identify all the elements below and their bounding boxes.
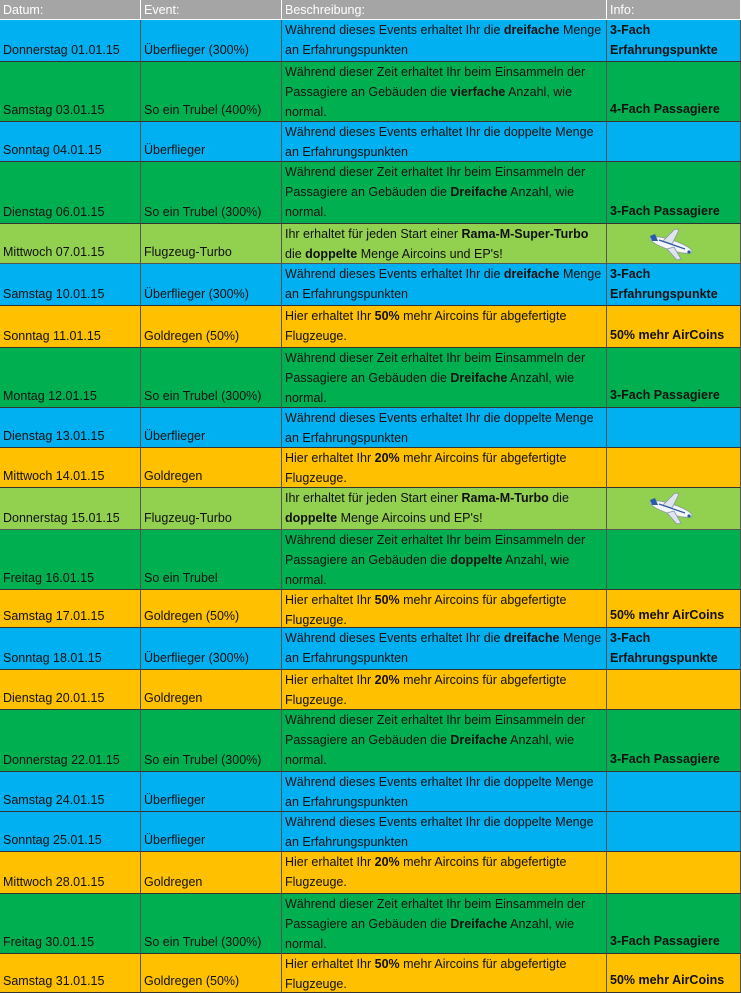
- description-emphasis: Dreifache: [450, 185, 508, 199]
- cell-description: [282, 710, 607, 772]
- description-text: [282, 670, 606, 710]
- description-segment: Während dieser Zeit erhaltet Ihr beim Einsammeln der Passagiere an Gebäuden die: [285, 351, 586, 385]
- description-segment: Menge an Erfahrungspunkten: [285, 23, 602, 57]
- description-segment: die: [548, 491, 569, 505]
- event-text: Goldregen (50%): [144, 329, 240, 343]
- cell-date: [0, 264, 141, 306]
- table-row: [0, 628, 741, 670]
- cell-event: [141, 264, 282, 306]
- table-row: [0, 488, 741, 530]
- date-text: Mittwoch 28.01.15: [3, 875, 105, 889]
- cell-info: [607, 408, 741, 448]
- description-text: [282, 812, 606, 852]
- description-text: [282, 264, 606, 304]
- description-emphasis: 50%: [374, 309, 400, 323]
- cell-event: [141, 448, 282, 488]
- cell-info: [607, 264, 741, 306]
- cell-date: [0, 812, 141, 852]
- cell-event: [141, 894, 282, 954]
- event-text: So ein Trubel (300%): [144, 389, 262, 403]
- event-text: So ein Trubel (300%): [144, 205, 262, 219]
- description-segment: Anzahl, wie normal.: [285, 733, 575, 767]
- cell-info: [607, 590, 741, 628]
- table-row: [0, 448, 741, 488]
- description-segment: Während dieses Events erhaltet Ihr die doppelte Menge an Erfahrungspunkten: [285, 125, 594, 159]
- description-segment: mehr Aircoins für abgefertigte Flugzeuge.: [285, 593, 567, 627]
- description-segment: Ihr erhaltet für jeden Start einer: [285, 227, 462, 241]
- cell-description: [282, 448, 607, 488]
- cell-event: [141, 62, 282, 122]
- cell-description: [282, 264, 607, 306]
- description-segment: Menge an Erfahrungspunkten: [285, 267, 602, 301]
- description-text: [282, 530, 606, 590]
- table-row: [0, 20, 741, 62]
- description-emphasis: 20%: [374, 855, 400, 869]
- description-emphasis: Dreifache: [450, 917, 508, 931]
- description-segment: Während dieses Events erhaltet Ihr die doppelte Menge an Erfahrungspunkten: [285, 411, 594, 445]
- cell-date: [0, 590, 141, 628]
- cell-info: [607, 894, 741, 954]
- cell-info: [607, 852, 741, 894]
- description-segment: Anzahl, wie normal.: [285, 553, 570, 587]
- cell-description: [282, 348, 607, 408]
- cell-info: [607, 162, 741, 224]
- cell-date: [0, 852, 141, 894]
- cell-info: [607, 628, 741, 670]
- description-segment: Während dieses Events erhaltet Ihr die: [285, 267, 504, 281]
- cell-info: [607, 530, 741, 590]
- cell-event: [141, 348, 282, 408]
- info-text: 3-Fach Erfahrungspunkte: [610, 23, 718, 57]
- date-text: Sonntag 18.01.15: [3, 651, 102, 665]
- info-text: 3-Fach Passagiere: [610, 204, 720, 218]
- description-emphasis: 50%: [374, 593, 400, 607]
- table-row: [0, 348, 741, 408]
- table-row: [0, 710, 741, 772]
- cell-description: [282, 812, 607, 852]
- info-text: 3-Fach Passagiere: [610, 752, 720, 766]
- cell-date: [0, 710, 141, 772]
- description-text: [282, 122, 606, 162]
- description-segment: Anzahl, wie normal.: [285, 371, 575, 405]
- description-text: [282, 62, 606, 122]
- description-segment: Während dieser Zeit erhaltet Ihr beim Einsammeln der Passagiere an Gebäuden die: [285, 897, 586, 931]
- description-text: [282, 224, 606, 264]
- description-text: [282, 772, 606, 812]
- cell-date: [0, 20, 141, 62]
- date-text: Samstag 17.01.15: [3, 609, 105, 623]
- cell-event: [141, 530, 282, 590]
- description-text: [282, 448, 606, 488]
- description-segment: Hier erhaltet Ihr: [285, 855, 375, 869]
- cell-date: [0, 306, 141, 348]
- cell-description: [282, 408, 607, 448]
- cell-date: [0, 224, 141, 264]
- cell-date: [0, 670, 141, 710]
- event-text: Überflieger: [144, 793, 206, 807]
- date-text: Dienstag 06.01.15: [3, 205, 105, 219]
- cell-description: [282, 488, 607, 530]
- cell-event: [141, 772, 282, 812]
- cell-date: [0, 954, 141, 993]
- date-text: Sonntag 11.01.15: [3, 329, 101, 343]
- cell-event: [141, 670, 282, 710]
- date-text: Freitag 16.01.15: [3, 571, 95, 585]
- description-text: [282, 408, 606, 448]
- cell-date: [0, 408, 141, 448]
- description-segment: Menge Aircoins und EP's!: [337, 511, 483, 525]
- cell-info: [607, 670, 741, 710]
- description-text: [282, 488, 606, 528]
- table-row: [0, 590, 741, 628]
- event-text: Überflieger (300%): [144, 651, 249, 665]
- description-emphasis: 20%: [374, 451, 400, 465]
- cell-event: [141, 224, 282, 264]
- event-text: Flugzeug-Turbo: [144, 511, 232, 525]
- cell-description: [282, 590, 607, 628]
- cell-info: [607, 812, 741, 852]
- description-emphasis: doppelte: [450, 553, 503, 567]
- description-text: [282, 306, 606, 346]
- description-segment: Hier erhaltet Ihr: [285, 957, 375, 971]
- description-segment: Anzahl, wie normal.: [285, 85, 573, 119]
- cell-event: [141, 162, 282, 224]
- description-segment: mehr Aircoins für abgefertigte Flugzeuge.: [285, 451, 567, 485]
- event-text: So ein Trubel (300%): [144, 753, 262, 767]
- info-text: 3-Fach Erfahrungspunkte: [610, 631, 718, 665]
- info-text: 50% mehr AirCoins: [610, 973, 725, 987]
- cell-description: [282, 162, 607, 224]
- cell-date: [0, 162, 141, 224]
- header-event: Event:: [141, 0, 282, 20]
- cell-info: [607, 20, 741, 62]
- description-text: [282, 20, 606, 60]
- date-text: Mittwoch 07.01.15: [3, 245, 105, 259]
- description-text: [282, 348, 606, 408]
- cell-date: [0, 530, 141, 590]
- info-text: 3-Fach Passagiere: [610, 388, 720, 402]
- description-segment: mehr Aircoins für abgefertigte Flugzeuge.: [285, 673, 567, 707]
- table-row: [0, 162, 741, 224]
- date-text: Freitag 30.01.15: [3, 935, 95, 949]
- description-segment: mehr Aircoins für abgefertigte Flugzeuge.: [285, 309, 567, 343]
- cell-info: [607, 306, 741, 348]
- cell-description: [282, 224, 607, 264]
- cell-date: [0, 894, 141, 954]
- date-text: Donnerstag 22.01.15: [3, 753, 120, 767]
- table-row: [0, 62, 741, 122]
- cell-event: [141, 20, 282, 62]
- description-text: [282, 894, 606, 954]
- cell-info: [607, 62, 741, 122]
- cell-info: [607, 710, 741, 772]
- table-row: [0, 122, 741, 162]
- event-text: Überflieger: [144, 833, 206, 847]
- description-emphasis: Dreifache: [450, 733, 508, 747]
- cell-description: [282, 20, 607, 62]
- description-emphasis: doppelte: [285, 511, 338, 525]
- cell-description: [282, 530, 607, 590]
- header-row: [0, 0, 741, 20]
- cell-date: [0, 348, 141, 408]
- description-text: [282, 590, 606, 628]
- description-emphasis: 50%: [374, 957, 400, 971]
- description-emphasis: 20%: [374, 673, 400, 687]
- description-emphasis: doppelte: [305, 247, 358, 261]
- header-date: Datum:: [0, 0, 141, 20]
- cell-info: [607, 954, 741, 993]
- info-text: 3-Fach Erfahrungspunkte: [610, 267, 718, 301]
- table-row: [0, 408, 741, 448]
- date-text: Samstag 10.01.15: [3, 287, 105, 301]
- cell-event: [141, 122, 282, 162]
- cell-description: [282, 772, 607, 812]
- description-emphasis: Dreifache: [450, 371, 508, 385]
- description-segment: Hier erhaltet Ihr: [285, 593, 375, 607]
- date-text: Sonntag 04.01.15: [3, 143, 102, 157]
- info-text: 50% mehr AirCoins: [610, 608, 725, 622]
- airplane-icon: [645, 491, 697, 525]
- cell-description: [282, 852, 607, 894]
- description-segment: Anzahl, wie normal.: [285, 185, 575, 219]
- table-row: [0, 894, 741, 954]
- cell-description: [282, 62, 607, 122]
- description-segment: Während dieser Zeit erhaltet Ihr beim Einsammeln der Passagiere an Gebäuden die: [285, 65, 586, 99]
- cell-date: [0, 772, 141, 812]
- description-text: [282, 954, 606, 993]
- table-row: [0, 812, 741, 852]
- table-row: [0, 852, 741, 894]
- description-segment: Menge Aircoins und EP's!: [357, 247, 503, 261]
- event-text: Überflieger: [144, 143, 206, 157]
- table-row: [0, 670, 741, 710]
- cell-description: [282, 628, 607, 670]
- description-emphasis: Rama-M-Super-Turbo: [461, 227, 589, 241]
- info-text: 3-Fach Passagiere: [610, 934, 720, 948]
- date-text: Donnerstag 01.01.15: [3, 43, 120, 57]
- description-segment: Während dieser Zeit erhaltet Ihr beim Einsammeln der Passagiere an Gebäuden die: [285, 713, 586, 747]
- description-emphasis: vierfache: [450, 85, 506, 99]
- event-text: So ein Trubel (300%): [144, 935, 262, 949]
- cell-event: [141, 306, 282, 348]
- event-text: Überflieger: [144, 429, 206, 443]
- table-row: [0, 264, 741, 306]
- cell-description: [282, 954, 607, 993]
- event-text: Überflieger (300%): [144, 43, 249, 57]
- event-text: Goldregen (50%): [144, 974, 240, 988]
- description-segment: Hier erhaltet Ihr: [285, 309, 375, 323]
- cell-description: [282, 306, 607, 348]
- header-description: Beschreibung:: [282, 0, 607, 20]
- description-emphasis: dreifache: [503, 23, 560, 37]
- date-text: Sonntag 25.01.15: [3, 833, 102, 847]
- table-row: [0, 530, 741, 590]
- cell-date: [0, 448, 141, 488]
- description-segment: die: [285, 247, 306, 261]
- date-text: Dienstag 20.01.15: [3, 691, 105, 705]
- cell-info: [607, 122, 741, 162]
- description-segment: Während dieses Events erhaltet Ihr die: [285, 631, 504, 645]
- event-text: Goldregen: [144, 875, 203, 889]
- cell-info: [607, 488, 741, 530]
- cell-info: [607, 348, 741, 408]
- description-segment: Während dieses Events erhaltet Ihr die: [285, 23, 504, 37]
- date-text: Montag 12.01.15: [3, 389, 97, 403]
- description-segment: Während dieser Zeit erhaltet Ihr beim Einsammeln der Passagiere an Gebäuden die: [285, 165, 586, 199]
- description-segment: Während dieser Zeit erhaltet Ihr beim Einsammeln der Passagiere an Gebäuden die: [285, 533, 586, 567]
- cell-event: [141, 852, 282, 894]
- date-text: Samstag 24.01.15: [3, 793, 105, 807]
- description-segment: Menge an Erfahrungspunkten: [285, 631, 602, 665]
- description-text: [282, 852, 606, 892]
- event-text: Flugzeug-Turbo: [144, 245, 232, 259]
- description-segment: Hier erhaltet Ihr: [285, 451, 375, 465]
- table-row: [0, 306, 741, 348]
- event-text: So ein Trubel: [144, 571, 218, 585]
- date-text: Samstag 03.01.15: [3, 103, 105, 117]
- date-text: Samstag 31.01.15: [3, 974, 105, 988]
- description-text: [282, 710, 606, 770]
- cell-info: [607, 224, 741, 264]
- cell-date: [0, 122, 141, 162]
- description-emphasis: dreifache: [503, 631, 560, 645]
- description-segment: mehr Aircoins für abgefertigte Flugzeuge.: [285, 957, 567, 991]
- cell-event: [141, 408, 282, 448]
- date-text: Dienstag 13.01.15: [3, 429, 105, 443]
- event-text: Goldregen (50%): [144, 609, 240, 623]
- header-info: Info:: [607, 0, 741, 20]
- table-row: [0, 224, 741, 264]
- cell-description: [282, 894, 607, 954]
- cell-date: [0, 62, 141, 122]
- description-text: [282, 162, 606, 222]
- event-text: Goldregen: [144, 691, 203, 705]
- cell-event: [141, 812, 282, 852]
- table-row: [0, 954, 741, 993]
- description-segment: Anzahl, wie normal.: [285, 917, 575, 951]
- cell-event: [141, 954, 282, 993]
- description-segment: Ihr erhaltet für jeden Start einer: [285, 491, 462, 505]
- airplane-icon: [645, 227, 697, 261]
- description-segment: Während dieses Events erhaltet Ihr die doppelte Menge an Erfahrungspunkten: [285, 815, 594, 849]
- description-segment: Hier erhaltet Ihr: [285, 673, 375, 687]
- cell-description: [282, 670, 607, 710]
- date-text: Mittwoch 14.01.15: [3, 469, 105, 483]
- event-text: Goldregen: [144, 469, 203, 483]
- description-emphasis: Rama-M-Turbo: [461, 491, 549, 505]
- description-emphasis: dreifache: [503, 267, 560, 281]
- cell-event: [141, 590, 282, 628]
- cell-date: [0, 488, 141, 530]
- cell-event: [141, 488, 282, 530]
- table-row: [0, 772, 741, 812]
- event-text: Überflieger (300%): [144, 287, 249, 301]
- date-text: Donnerstag 15.01.15: [3, 511, 120, 525]
- cell-event: [141, 710, 282, 772]
- description-segment: Während dieses Events erhaltet Ihr die doppelte Menge an Erfahrungspunkten: [285, 775, 594, 809]
- cell-event: [141, 628, 282, 670]
- cell-info: [607, 772, 741, 812]
- info-text: 4-Fach Passagiere: [610, 102, 720, 116]
- cell-description: [282, 122, 607, 162]
- description-text: [282, 628, 606, 668]
- cell-info: [607, 448, 741, 488]
- event-text: So ein Trubel (400%): [144, 103, 262, 117]
- cell-date: [0, 628, 141, 670]
- info-text: 50% mehr AirCoins: [610, 328, 725, 342]
- description-segment: mehr Aircoins für abgefertigte Flugzeuge.: [285, 855, 567, 889]
